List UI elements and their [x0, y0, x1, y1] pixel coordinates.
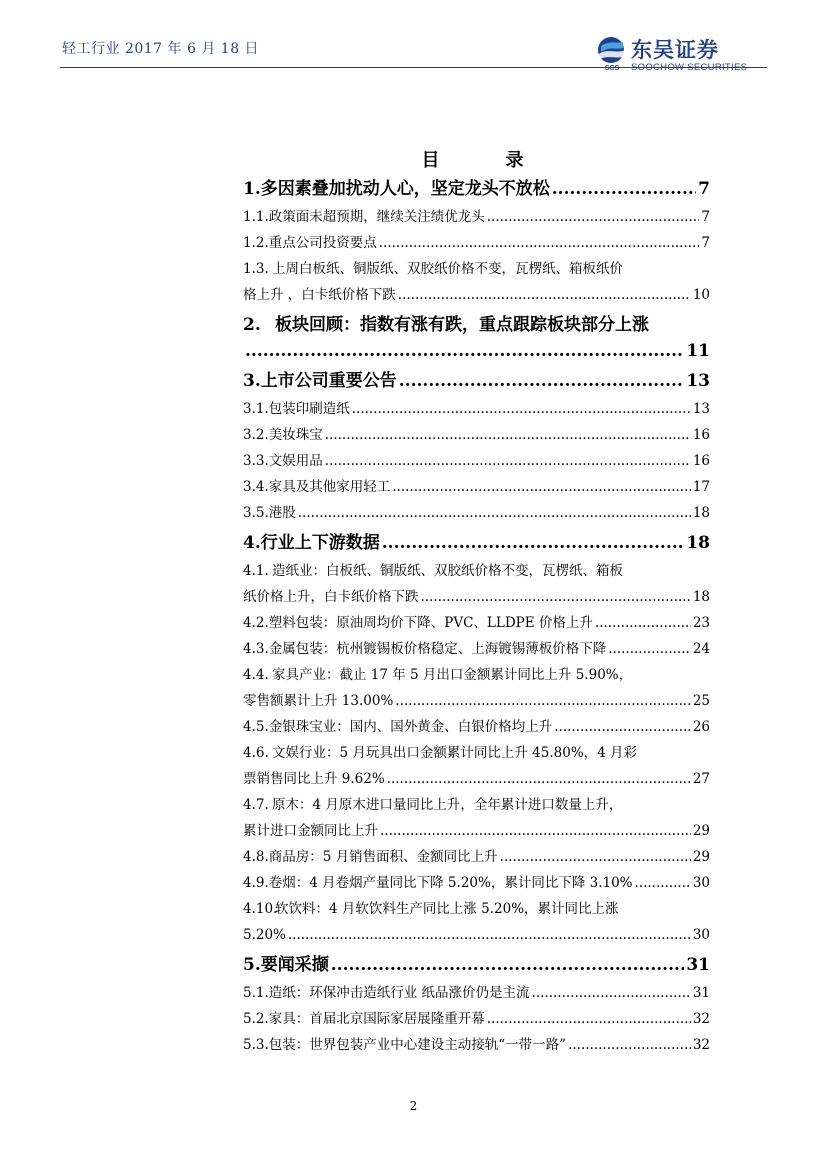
toc-entry-number: 1.2.: [243, 235, 269, 251]
toc-entry[interactable]: [243, 792, 710, 844]
toc-entry-title: 造纸业：白板纸、铜版纸、双胶纸价格不变，瓦楞纸、箱板: [272, 563, 623, 579]
toc-entry-line: [243, 584, 710, 610]
toc-entry-line: [243, 256, 710, 282]
toc-entry[interactable]: [243, 204, 710, 230]
toc-entry-title: 金银珠宝业：国内、国外黄金、白银价格均上升: [268, 719, 553, 735]
toc-entry-line: [243, 636, 710, 662]
toc-entry-number: 4.2.: [243, 615, 269, 631]
toc-title: [243, 146, 708, 172]
toc-entry-number: 4.5.: [243, 719, 269, 735]
toc-entry-number: 3.2.: [243, 427, 269, 443]
toc-dot-leader: [395, 688, 691, 714]
toc-entry-title: 格上升 ，白卡纸价格下跌: [243, 287, 396, 303]
toc-dot-leader: [392, 474, 691, 500]
toc-entry-number: 5.2.: [243, 1011, 269, 1027]
toc-entry-title: 板块回顾：指数有涨有跌，重点跟踪板块部分上涨: [275, 315, 649, 335]
toc-entry-page: 32: [692, 1037, 710, 1053]
toc-entry-line: [243, 792, 710, 818]
toc-dot-leader: [331, 952, 685, 978]
toc-entry[interactable]: [243, 474, 710, 500]
toc-entry-title: 金属包装：杭州镀锡板价格稳定、上海镀锡薄板价格下降: [268, 641, 607, 657]
toc-entry-page: 29: [692, 849, 710, 865]
toc-entry-number: 1.: [243, 179, 261, 199]
toc-entry-title: 上周白板纸、铜版纸、双胶纸价格不变，瓦楞纸、箱板纸价: [272, 261, 623, 277]
toc-entry-title: 纸价格上升，白卡纸价格下跌: [243, 589, 419, 605]
toc-entry-page: 13: [686, 371, 710, 391]
toc-entry-page: 17: [692, 479, 710, 495]
toc-dot-leader: [568, 1032, 691, 1058]
toc-entry-line: [243, 610, 710, 636]
toc-entry-number: 4.6.: [243, 745, 269, 761]
toc-entry[interactable]: [243, 952, 710, 978]
toc-entry[interactable]: [243, 740, 710, 792]
toc-entry-title: 家具产业：截止 17 年 5 月出口金额累计同比上升 5.90%，: [272, 667, 633, 683]
toc-dot-leader: [399, 368, 685, 394]
company-logo: [595, 36, 770, 74]
toc-dot-leader: [635, 870, 691, 896]
toc-entry[interactable]: [243, 176, 710, 202]
toc-entry[interactable]: [243, 662, 710, 714]
toc-entry-number: 4.8.: [243, 849, 269, 865]
toc-entry-title: 重点公司投资要点: [268, 235, 377, 251]
toc-entry-line: [243, 530, 710, 556]
toc-entry-line: [243, 474, 710, 500]
toc-entry-line: [243, 714, 710, 740]
toc-entry-page: 31: [686, 955, 710, 975]
toc-entry-title: 商品房：5 月销售面积、金额同比上升: [268, 849, 498, 865]
toc-entry-line: [243, 368, 710, 394]
toc-entry-title: 票销售同比上升 9.62%: [243, 771, 385, 787]
toc-entry[interactable]: [243, 530, 710, 556]
toc-entry-title: 要闻采撷: [260, 955, 329, 975]
toc-entry-title: 软饮料：4 月软饮料生产同比上涨 5.20%，累计同比上涨: [275, 901, 619, 917]
toc-entry-line: [243, 204, 710, 230]
toc-entry[interactable]: [243, 714, 710, 740]
toc-entry-line: [243, 176, 710, 202]
toc-entry-number: 4.10.: [243, 901, 278, 917]
toc-dot-leader: [325, 422, 691, 448]
toc-entry[interactable]: [243, 636, 710, 662]
toc-dot-leader: [421, 584, 691, 610]
toc-entry-line: [243, 818, 710, 844]
toc-entry-page: 32: [692, 1011, 710, 1027]
toc-entry-title: 原木：4 月原木进口量同比上升，全年累计进口数量上升，: [272, 797, 623, 813]
toc-entry-number: 4.4.: [243, 667, 269, 683]
toc-entry-title: 零售额累计上升 13.00%: [243, 693, 394, 709]
toc-entry-number: 5.: [243, 955, 261, 975]
toc-entry-number: 4.1.: [243, 563, 269, 579]
toc-dot-leader: [352, 396, 691, 422]
toc-dot-leader: [487, 204, 700, 230]
toc-entry-page: 27: [692, 771, 710, 787]
toc-dot-leader: [379, 230, 700, 256]
toc-entry[interactable]: [243, 500, 710, 526]
toc-dot-leader: [532, 980, 691, 1006]
toc-entry-page: 18: [692, 589, 710, 605]
toc-entry[interactable]: [243, 230, 710, 256]
toc-entry-title: 5.20%: [243, 927, 286, 943]
toc-entry-title: 文娱行业：5 月玩具出口金额累计同比上升 45.80%，4 月彩: [272, 745, 638, 761]
toc-entry-title: 家具：首届北京国际家居展隆重开幕: [268, 1011, 485, 1027]
toc-entry-number: 3.1.: [243, 401, 269, 417]
toc-entry-number: 3.5.: [243, 505, 269, 521]
toc-entry-title: 美妆珠宝: [268, 427, 323, 443]
toc-entry-page: 23: [692, 615, 710, 631]
toc-entry-title: 包装：世界包装产业中心建设主动接轨“一带一路”: [268, 1037, 567, 1053]
toc-entry-title: 卷烟：4 月卷烟产量同比下降 5.20%，累计同比下降 3.10%: [268, 875, 633, 891]
toc-entry-line: [243, 766, 710, 792]
toc-entry-line: [243, 870, 710, 896]
toc-entry-title: 累计进口金额同比上升: [243, 823, 378, 839]
toc-entry-title: 政策面未超预期，继续关注绩优龙头: [268, 209, 485, 225]
toc-entry-page: 30: [692, 875, 710, 891]
toc-dot-leader: [298, 500, 691, 526]
toc-entry-line: [243, 396, 710, 422]
toc-entry-page: 7: [698, 179, 710, 199]
toc-entry-number: 3.4.: [243, 479, 269, 495]
report-header-title: 轻工行业 2017 年 6 月 18 日: [62, 41, 260, 57]
toc-entry-line: [243, 282, 710, 308]
toc-entry-line: [243, 662, 710, 688]
page-number: 2: [409, 1099, 418, 1113]
toc-entry[interactable]: [243, 558, 710, 610]
toc-entry-title: 港股: [268, 505, 296, 521]
toc-entry-number: 4.7.: [243, 797, 269, 813]
toc-entry-title: 家具及其他家用轻工: [268, 479, 391, 495]
toc-entry[interactable]: [243, 870, 710, 896]
toc-title-left: 目: [421, 150, 446, 171]
toc-entry-title: 上市公司重要公告: [260, 371, 397, 391]
toc-entry-line: [243, 980, 710, 1006]
toc-entry[interactable]: [243, 1006, 710, 1032]
toc-entry-line: [243, 500, 710, 526]
toc-entry[interactable]: [243, 312, 710, 364]
toc-entry-line: [243, 688, 710, 714]
toc-entry[interactable]: [243, 844, 710, 870]
toc-entry[interactable]: [243, 1032, 710, 1058]
toc-entry[interactable]: [243, 422, 710, 448]
toc-entry-number: 3.: [243, 371, 261, 391]
toc-dot-leader: [382, 530, 685, 556]
toc-entry-page: 18: [686, 533, 710, 553]
toc-entry-line: [243, 558, 710, 584]
toc-entry-number: 4.3.: [243, 641, 269, 657]
toc-entry-page: 16: [692, 427, 710, 443]
toc-entry-title: 文娱用品: [268, 453, 323, 469]
toc-entry-page: 7: [701, 235, 710, 251]
logo-english-name: SOOCHOW SECURITIES: [631, 62, 748, 73]
toc-entry-number: 2.: [243, 315, 261, 335]
toc-entry-line: [243, 896, 710, 922]
toc-dot-leader: [552, 176, 696, 202]
toc-entry-number: 1.1.: [243, 209, 269, 225]
toc-dot-leader: [487, 1006, 691, 1032]
toc-entry-line: [243, 922, 710, 948]
toc-entry-page: 11: [686, 341, 710, 361]
toc-entry-page: 18: [692, 505, 710, 521]
toc-entry-number: 1.3.: [243, 261, 269, 277]
toc-entry-page: 25: [692, 693, 710, 709]
toc-entry-title: 行业上下游数据: [260, 533, 380, 553]
toc-entry-line: [243, 1032, 710, 1058]
toc-entry-page: 16: [692, 453, 710, 469]
toc-entry-number: 5.3.: [243, 1037, 269, 1053]
toc-entry[interactable]: [243, 256, 710, 308]
toc-dot-leader: [500, 844, 691, 870]
toc-entry[interactable]: [243, 610, 710, 636]
toc-entry-title: 塑料包装：原油周均价下降、PVC、LLDPE 价格上升: [268, 615, 593, 631]
toc-entry-title: 包装印刷造纸: [268, 401, 350, 417]
toc-entry[interactable]: [243, 368, 710, 394]
toc-dot-leader: [608, 636, 691, 662]
toc-entry-line: [243, 448, 710, 474]
toc-entry-page: 10: [692, 287, 710, 303]
toc-entry-number: 5.1.: [243, 985, 269, 1001]
toc-entry[interactable]: [243, 448, 710, 474]
logo-chinese-name: 东吴证券: [631, 38, 719, 62]
toc-entry-line: [243, 1006, 710, 1032]
toc-entry-line: [243, 844, 710, 870]
logo-mark-text: SCS: [604, 65, 620, 72]
toc-entry-title: 造纸：环保冲击造纸行业 纸品涨价仍是主流: [268, 985, 530, 1001]
toc-entry-number: 3.3.: [243, 453, 269, 469]
toc-entry[interactable]: [243, 896, 710, 948]
toc-dot-leader: [554, 714, 691, 740]
toc-dot-leader: [325, 448, 691, 474]
toc-entry-page: 30: [692, 927, 710, 943]
toc-entry-line: [243, 230, 710, 256]
toc-dot-leader: [398, 282, 691, 308]
toc-dot-leader: [595, 610, 691, 636]
toc-entry-page: 26: [692, 719, 710, 735]
toc-dot-leader: [245, 338, 684, 364]
toc-entry-page: 31: [692, 985, 710, 1001]
scs-logo-icon: [595, 36, 629, 72]
toc-entry[interactable]: [243, 980, 710, 1006]
toc-dot-leader: [380, 818, 691, 844]
toc-entry-number: 4.9.: [243, 875, 269, 891]
toc-entry-page: 29: [692, 823, 710, 839]
toc-entry-line: [243, 952, 710, 978]
table-of-contents: [243, 172, 710, 1058]
toc-dot-leader: [288, 922, 691, 948]
toc-entry-title: 多因素叠加扰动人心，坚定龙头不放松: [260, 179, 550, 199]
toc-entry-page: 24: [692, 641, 710, 657]
toc-dot-leader: [387, 766, 691, 792]
toc-entry-line: [243, 312, 710, 338]
toc-entry-line: [243, 338, 710, 364]
toc-entry-number: 4.: [243, 533, 261, 553]
toc-entry-line: [243, 422, 710, 448]
toc-entry-page: 13: [692, 401, 710, 417]
toc-entry-page: 7: [701, 209, 710, 225]
toc-entry[interactable]: [243, 396, 710, 422]
toc-title-right: 录: [505, 150, 530, 171]
toc-entry-line: [243, 740, 710, 766]
